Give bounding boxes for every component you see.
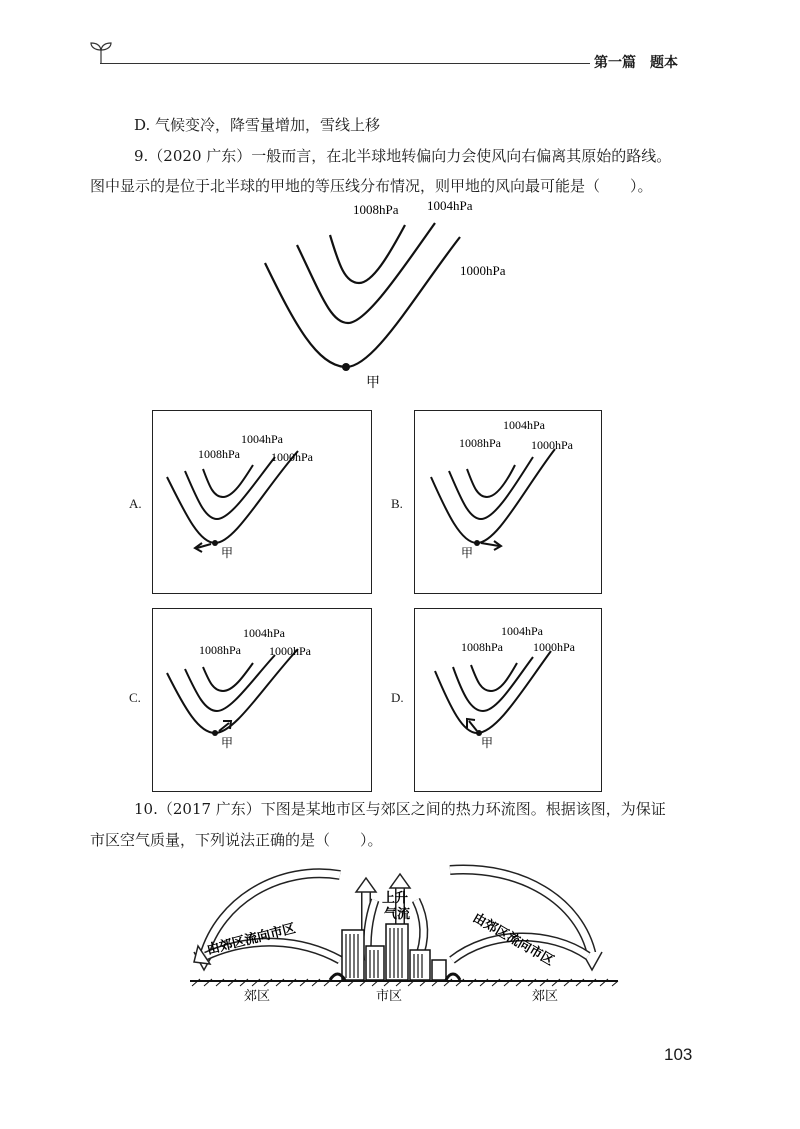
svg-text:1004hPa: 1004hPa [241, 432, 283, 446]
svg-text:1008hPa: 1008hPa [199, 643, 241, 657]
label-point: 甲 [366, 376, 380, 391]
svg-text:甲: 甲 [481, 736, 494, 750]
option-c-letter: C. [129, 690, 141, 705]
svg-text:1000hPa: 1000hPa [533, 640, 575, 654]
svg-text:甲: 甲 [221, 546, 234, 560]
question-9-line-2: 图中显示的是位于北半球的甲地的等压线分布情况，则甲地的风向最可能是（ ）。 [90, 177, 653, 195]
updraft-label-2: 气流 [384, 906, 411, 921]
point-jia-dot [342, 363, 350, 371]
option-d-box[interactable] [414, 608, 602, 792]
label-1000: 1000hPa [460, 263, 506, 278]
option-b-letter: B. [391, 496, 403, 511]
svg-text:甲: 甲 [221, 736, 234, 750]
option-d-previous: D. 气候变冷，降雪量增加，雪线上移 [134, 116, 381, 134]
label-1008: 1008hPa [353, 202, 399, 217]
label-1004: 1004hPa [427, 198, 473, 213]
updraft-label-1: 上升 [382, 890, 409, 905]
svg-text:1008hPa: 1008hPa [461, 640, 503, 654]
svg-text:1004hPa: 1004hPa [243, 626, 285, 640]
header-rule [100, 63, 590, 64]
header-title: 第一篇 题本 [594, 55, 678, 71]
option-a-box[interactable] [152, 410, 372, 594]
svg-text:1008hPa: 1008hPa [198, 447, 240, 461]
page-number: 103 [664, 1045, 693, 1064]
option-b-box[interactable] [414, 410, 602, 594]
header-sprout-icon [88, 38, 114, 66]
svg-text:1008hPa: 1008hPa [459, 436, 501, 450]
suburb-left-label: 郊区 [244, 988, 271, 1003]
question-10-line-1: 10.（2017 广东）下图是某地市区与郊区之间的热力环流图。根据该图，为保证 [134, 800, 666, 818]
svg-text:甲: 甲 [461, 546, 474, 560]
option-c-box[interactable] [152, 608, 372, 792]
heat-circulation-figure [190, 860, 620, 1008]
svg-text:1000hPa: 1000hPa [271, 450, 313, 464]
option-a-letter: A. [129, 496, 142, 511]
question-9-line-1: 9.（2020 广东）一般而言，在北半球地转偏向力会使风向右偏离其原始的路线。 [134, 147, 672, 165]
right-flow-label: 由郊区流向市区 [470, 909, 557, 969]
left-flow-label: 由郊区流向市区 [205, 920, 298, 957]
option-d-letter: D. [391, 690, 404, 705]
city-label: 市区 [376, 988, 403, 1003]
svg-text:1004hPa: 1004hPa [501, 624, 543, 638]
city-buildings [330, 924, 460, 980]
svg-text:1004hPa: 1004hPa [503, 418, 545, 432]
svg-text:1000hPa: 1000hPa [269, 644, 311, 658]
svg-text:1000hPa: 1000hPa [531, 438, 573, 452]
suburb-right-label: 郊区 [532, 988, 559, 1003]
question-10-line-2: 市区空气质量，下列说法正确的是（ ）。 [90, 831, 383, 849]
isobar-figure [255, 195, 535, 395]
